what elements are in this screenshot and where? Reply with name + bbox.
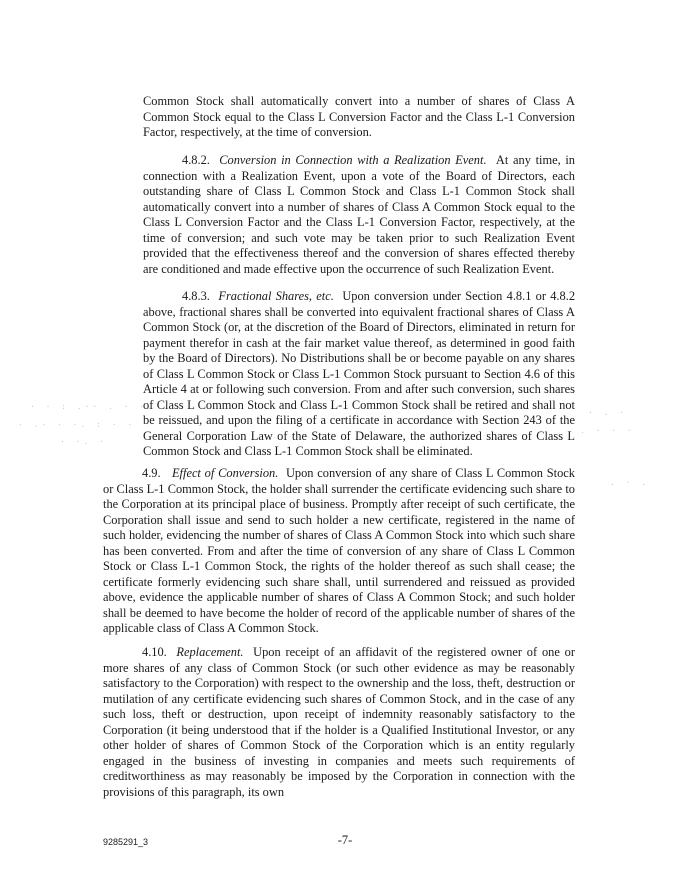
paragraph-4-10	[103, 645, 575, 800]
section-number: 4.9.	[142, 466, 161, 480]
section-title: Fractional Shares, etc.	[218, 289, 334, 303]
scan-noise: · .· · ·. : · ·	[18, 420, 136, 429]
scan-noise: . · .	[610, 478, 650, 487]
section-number: 4.10.	[142, 645, 167, 659]
paragraph-body: Upon conversion of any share of Class L Common Stock or Class L-1 Common Stock, the holder shall surrender the certificate evidencing such share to the Corporation at its principal place of business. Promptly after receipt of such certificate, the Corporation shall issue and send to such holder a new certificate, registered in the name of such holder, evidencing the number of shares of Class A Common Stock into which such share has been converted. From and after the time of conversion of any share of Class L Common Stock or Class L-1 Common Stock, the rights of the holder thereof as such shall cease; the certificate formerly evidencing such share shall, until surrendered and reissued as provided above, evidence the applicable number of shares of Class A Common Stock; and such holder shall be deemed to have become the holder of record of the applicable number of shares of the applicable class of Class A Common Stock.	[103, 466, 575, 635]
section-title: Conversion in Connection with a Realization Event.	[219, 153, 487, 167]
scan-noise: . · · ·	[580, 426, 635, 435]
paragraph-4-8-2	[143, 153, 575, 277]
section-title: Replacement.	[176, 645, 244, 659]
paragraph-body: At any time, in connection with a Realization Event, upon a vote of the Board of Directors, each outstanding share of Class L Common Stock and Class L-1 Common Stock shall automatically convert into a number of shares of Class A Common Stock equal to the Class L Conversion Factor and the Class L-1 Conversion Factor, respectively, at the time of conversion; and such vote may be taken prior to such Realization Event provided that the effectiveness thereof and the conversion of shares effected thereby are conditioned and made effective upon the occurrence of such Realization Event.	[143, 153, 576, 276]
section-number: 4.8.3.	[182, 289, 210, 303]
paragraph-body: Common Stock shall automatically convert into a number of shares of Class A Common Stock equal to the Class L Conversion Factor and the Class L-1 Conversion Factor, respectively, at the time of conversion.	[143, 94, 575, 139]
section-number: 4.8.2.	[182, 153, 210, 167]
scan-noise: · · : .·· . · ·.	[30, 402, 156, 411]
scan-noise: · ·. ·	[60, 437, 107, 446]
paragraph-body: Upon conversion under Section 4.8.1 or 4.8.2 above, fractional shares shall be converted into equivalent fractional shares of Class A Common Stock (or, at the discretion of the Board of Directors, eliminated in return for payment therefor in cash at the fair market value thereof, as determined in good faith by the Board of Directors). No Distributions shall be or become payable on any shares of Class L Common Stock or Class L-1 Common Stock pursuant to Section 4.6 of this Article 4 at or following such conversion. From and after such conversion, such shares of Class L Common Stock and Class L-1 Common Stock shall be retired and shall not be reissued, and upon the filing of a certificate in accordance with Section 243 of the General Corporation Law of the State of Delaware, the authorized shares of Class L Common Stock and Class L-1 Common Stock shall be eliminated.	[143, 289, 576, 458]
document-id: 9285291_3	[103, 837, 149, 847]
paragraph-4-8-3	[143, 289, 575, 460]
section-title: Effect of Conversion.	[171, 466, 279, 480]
paragraph-continuation	[143, 94, 575, 141]
paragraph-body: Upon receipt of an affidavit of the registered owner of one or more shares of any class of Common Stock (or such other evidence as may be reasonably satisfactory to the Corporation) with respect to the ownership and the loss, theft, destruction or mutilation of any certificate evidencing such shares of Common Stock, and in the case of any such loss, theft or destruction, upon receipt of indemnity reasonably satisfactory to the Corporation (it being understood that if the holder is a Qualified Institutional Investor, or any other holder of shares of Common Stock of the Corporation which is an entity regularly engaged in the business of investing in companies and meets such requirements of creditworthiness as may reasonably be imposed by the Corporation in connection with the provisions of this paragraph, its own	[103, 645, 575, 799]
page-number: -7-	[337, 833, 353, 847]
paragraph-4-9	[103, 466, 575, 637]
scan-noise: · . ·	[588, 408, 628, 417]
